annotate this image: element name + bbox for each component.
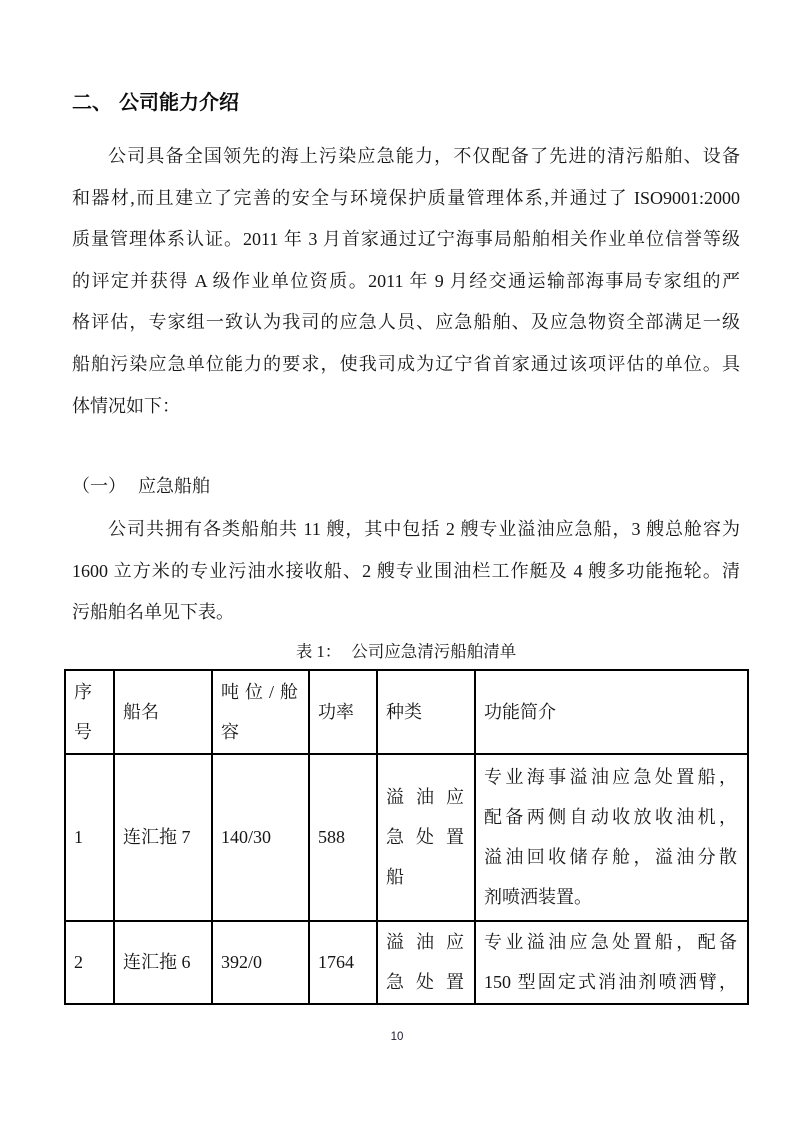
cell-no (65, 921, 114, 1004)
table-caption (72, 638, 740, 666)
cell-line: 剂喷洒装置。 (484, 887, 592, 908)
table-caption-label: 表 1： (295, 641, 342, 661)
cell-tonnage (212, 754, 309, 921)
cell-text: 2 (74, 952, 83, 973)
paragraph-line: 公司具备全国领先的海上污染应急能力，不仅配备了先进的清污船舶、设备 (108, 146, 740, 166)
cell-line: 专业海事溢油应急处置船， (484, 767, 737, 788)
paragraph-line: 体情况如下： (72, 395, 180, 416)
header-line: 容 (221, 721, 239, 742)
cell-line: 溢油应 (386, 787, 464, 808)
header-line: 功率 (318, 701, 354, 722)
paragraph-line: 1600 立方米的专业污油水接收船、2 艘专业围油栏工作艇及 4 艘多功能拖轮。清 (72, 560, 740, 581)
cell-line: 专业溢油应急处置船，配备 (484, 932, 737, 953)
header-line: 号 (74, 721, 92, 742)
cell-line: 150 型固定式消油剂喷洒臂， (484, 972, 737, 993)
section-heading (72, 471, 740, 501)
cell-power (309, 921, 377, 1004)
header-line: 序 (74, 681, 92, 702)
cell-line: 急处置 (386, 972, 464, 993)
table-row (65, 921, 748, 1004)
cell-line: 溢油应 (386, 932, 464, 953)
cell-text: 140/30 (221, 827, 272, 848)
cell-line: 溢油回收储存舱，溢油分散 (484, 847, 737, 868)
doc-heading (72, 88, 740, 118)
cell-power (309, 754, 377, 921)
cell-line: 配备两侧自动收放收油机， (484, 807, 737, 828)
header-cell-power (309, 670, 377, 754)
paragraph-line: 的评定并获得 A 级作业单位资质。2011 年 9 月经交通运输部海事局专家组的严 (72, 270, 740, 291)
cell-tonnage (212, 921, 309, 1004)
header-line: 种类 (386, 701, 422, 722)
section-heading-number: （一） (72, 476, 126, 497)
cell-text: 1764 (318, 952, 354, 973)
page-number: 10 (390, 1031, 404, 1043)
cell-text: 588 (318, 827, 345, 848)
paragraph-line: 和器材,而且建立了完善的安全与环境保护质量管理体系,并通过了 ISO9001:2000 (72, 187, 740, 208)
section-heading-text: 应急船舶 (138, 476, 210, 497)
cell-desc (475, 754, 748, 921)
table-row (65, 754, 748, 921)
paragraph-line: 船舶污染应急单位能力的要求，使我司成为辽宁省首家通过该项评估的单位。具 (72, 353, 740, 374)
header-line: 功能简介 (484, 701, 556, 722)
header-cell-name (114, 670, 212, 754)
header-cell-no (65, 670, 114, 754)
header-cell-type (377, 670, 475, 754)
doc-heading-text: 公司能力介绍 (119, 92, 239, 114)
cell-text: 392/0 (221, 952, 263, 973)
cell-type (377, 754, 475, 921)
paragraph-line: 质量管理体系认证。2011 年 3 月首家通过辽宁海事局船舶相关作业单位信誉等级 (72, 229, 740, 250)
cell-desc (475, 921, 748, 1004)
cell-text: 连汇拖 7 (123, 827, 191, 848)
header-line: 船名 (123, 701, 159, 722)
header-cell-tonnage (212, 670, 309, 754)
paragraph-line: 格评估，专家组一致认为我司的应急人员、应急船舶、及应急物资全部满足一级 (72, 312, 740, 333)
cell-text: 1 (74, 827, 83, 848)
fleet-paragraph (72, 509, 740, 634)
cell-no (65, 754, 114, 921)
paragraph-line: 污船舶名单见下表。 (72, 602, 234, 623)
header-cell-desc (475, 670, 748, 754)
ships-table (64, 669, 749, 1005)
paragraph-line: 公司共拥有各类船舶共 11 艘，其中包括 2 艘专业溢油应急船，3 艘总舱容为 (108, 519, 740, 540)
header-line: 吨位/舱 (221, 681, 298, 702)
cell-name (114, 921, 212, 1004)
table-caption-text: 公司应急清污船舶清单 (351, 641, 517, 661)
cell-text: 连汇拖 6 (123, 952, 191, 973)
cell-line: 船 (386, 867, 404, 888)
doc-heading-number: 二、 (72, 92, 112, 114)
intro-paragraph (72, 136, 740, 427)
table-header-row (65, 670, 748, 754)
cell-name (114, 754, 212, 921)
cell-line: 急处置 (386, 827, 464, 848)
cell-type (377, 921, 475, 1004)
